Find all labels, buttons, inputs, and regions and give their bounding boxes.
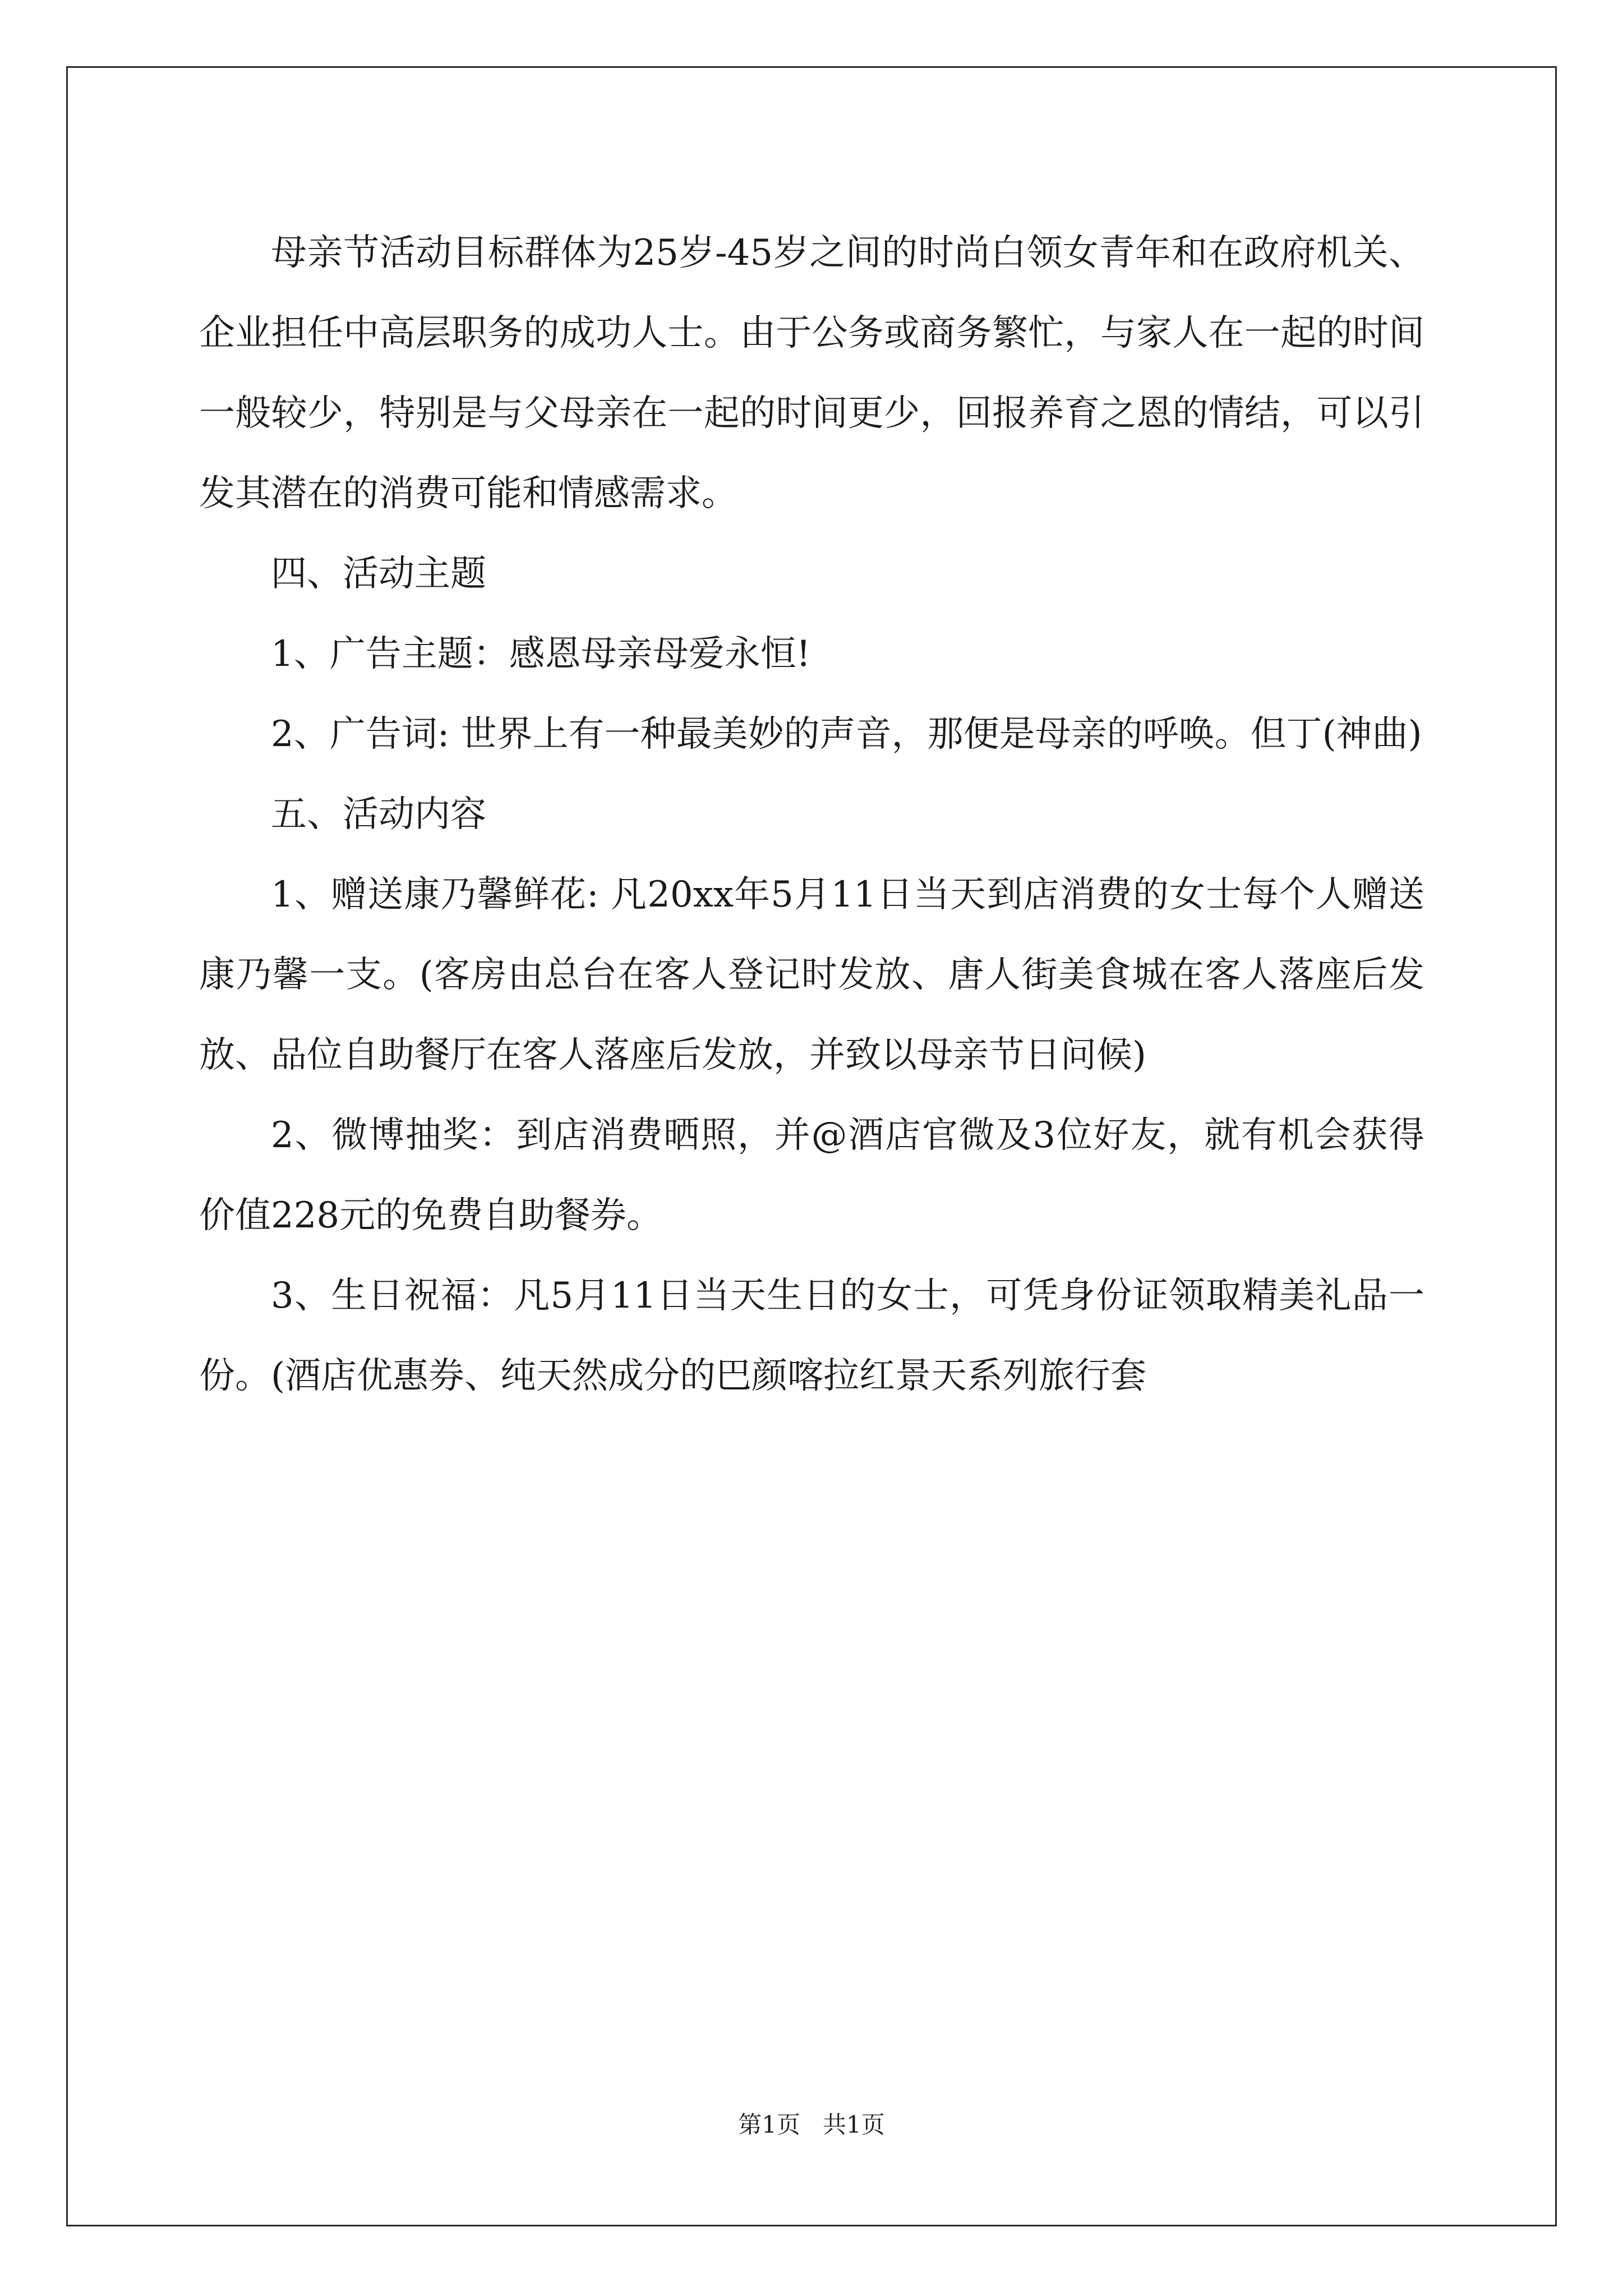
page-number-footer: 第1页 共1页 [738, 2111, 885, 2138]
paragraph-weibo-lottery: 2、微博抽奖：到店消费晒照，并@酒店官微及3位好友，就有机会获得价值228元的免费自助餐券。 [199, 1115, 1424, 1236]
paragraph-target-group: 母亲节活动目标群体为25岁-45岁之间的时尚白领女青年和在政府机关、企业担任中高层职务的成功人士。由于公务或商务繁忙，与家人在一起的时间一般较少，特别是与父母亲在一起的时间更少，回报养育之恩的情结，可以引发其潜在的消费可能和情感需求。 [199, 232, 1424, 514]
heading-activity-content: 五、活动内容 [271, 794, 486, 835]
paragraph-carnation-gift: 1、赠送康乃馨鲜花: 凡20xx年5月11日当天到店消费的女士每个人赠送康乃馨一支。(客房由总台在客人登记时发放、唐人街美食城在客人落座后发放、品位自助餐厅在客人落座后发放，并致以母亲节日问候) [199, 874, 1424, 1076]
paragraph-birthday-blessing: 3、生日祝福：凡5月11日当天生日的女士，可凭身份证领取精美礼品一份。(酒店优惠券、纯天然成分的巴颜喀拉红景天系列旅行套 [199, 1275, 1424, 1397]
document-body [199, 213, 1424, 1416]
heading-activity-theme: 四、活动主题 [271, 553, 486, 595]
paragraph-ad-theme: 1、广告主题：感恩母亲母爱永恒! [271, 633, 811, 675]
paragraph-ad-slogan: 2、广告词: 世界上有一种最美妙的声音，那便是母亲的呼唤。但丁(神曲) [271, 714, 1422, 755]
